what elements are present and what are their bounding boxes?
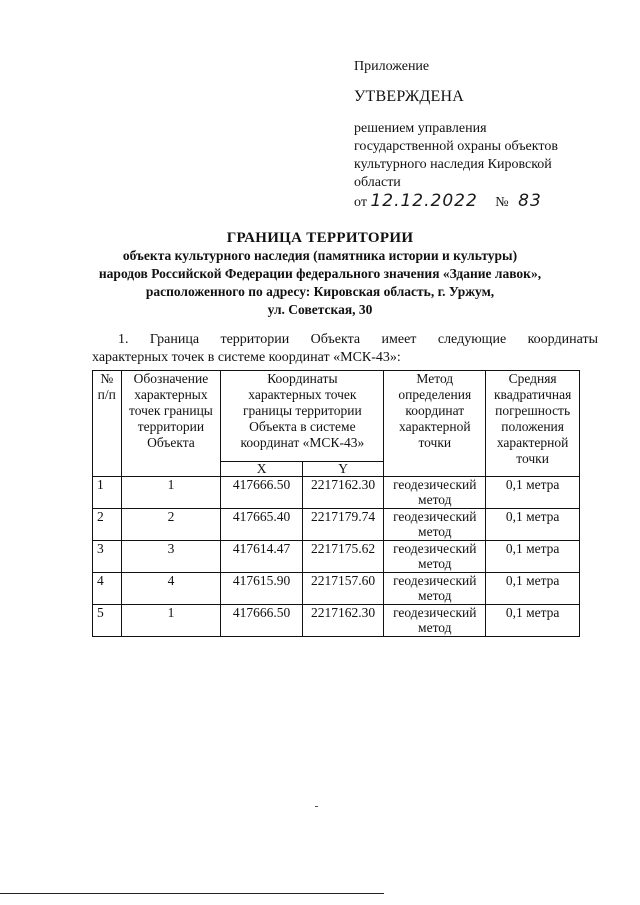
cell-point: 3 bbox=[121, 541, 221, 573]
cell-num: 4 bbox=[93, 573, 122, 605]
title-main: ГРАНИЦА ТЕРРИТОРИИ bbox=[226, 230, 414, 246]
table-row bbox=[93, 477, 580, 509]
header-coords bbox=[221, 371, 384, 462]
method-line: геодезический bbox=[393, 573, 477, 588]
header-line: характерных точек bbox=[248, 387, 357, 402]
cell-num: 1 bbox=[93, 477, 122, 509]
header-line: Объекта в системе bbox=[249, 419, 356, 434]
table-row bbox=[93, 541, 580, 573]
header-line: координат bbox=[405, 403, 465, 418]
header-x: X bbox=[221, 462, 303, 477]
header-line: координат «МСК-43» bbox=[240, 435, 365, 450]
cell-error: 0,1 метра bbox=[486, 541, 580, 573]
intro-word: 1. bbox=[118, 332, 129, 347]
cell-error: 0,1 метра bbox=[486, 573, 580, 605]
header-line: точки bbox=[418, 435, 452, 450]
intro-word: Объекта bbox=[310, 332, 361, 347]
method-line: геодезический bbox=[393, 477, 477, 492]
footer-rule bbox=[0, 893, 384, 894]
intro-paragraph bbox=[92, 331, 598, 367]
method-line: геодезический bbox=[393, 605, 477, 620]
cell-num: 3 bbox=[93, 541, 122, 573]
header-line: характерной bbox=[399, 419, 471, 434]
scan-mark bbox=[315, 806, 318, 807]
intro-word: территории bbox=[220, 332, 290, 347]
decree-line-4: области bbox=[354, 175, 401, 190]
title-sub-3: расположенного по адресу: Кировская область, г. Уржум, bbox=[145, 284, 495, 299]
cell-method bbox=[384, 541, 486, 573]
header-line: п/п bbox=[97, 387, 116, 402]
cell-x: 417666.50 bbox=[221, 477, 303, 509]
method-line: метод bbox=[418, 524, 452, 539]
title-sub-4: ул. Советская, 30 bbox=[267, 302, 373, 317]
header-line: точек границы bbox=[129, 403, 213, 418]
intro-word: имеет bbox=[381, 332, 417, 347]
header-error bbox=[486, 371, 580, 477]
header-line: характерных bbox=[134, 387, 208, 402]
method-line: геодезический bbox=[393, 509, 477, 524]
method-line: метод bbox=[418, 620, 452, 635]
date-prefix: от bbox=[354, 195, 367, 210]
header-line: точки bbox=[516, 451, 549, 466]
cell-y: 2217157.60 bbox=[302, 573, 384, 605]
header-line: квадратичная bbox=[493, 387, 572, 402]
header-line: определения bbox=[398, 387, 472, 402]
document-title bbox=[0, 229, 640, 319]
number-label: № bbox=[495, 195, 509, 210]
header-line: Обозначение bbox=[133, 371, 209, 386]
cell-point: 2 bbox=[121, 509, 221, 541]
cell-num: 5 bbox=[93, 605, 122, 637]
header-line: границы территории bbox=[243, 403, 362, 418]
header-line: Координаты bbox=[267, 371, 338, 386]
cell-x: 417666.50 bbox=[221, 605, 303, 637]
header-line: Средняя bbox=[508, 371, 557, 386]
title-sub-2: народов Российской Федерации федерального значения «Здание лавок», bbox=[98, 266, 542, 281]
method-line: геодезический bbox=[393, 541, 477, 556]
cell-method bbox=[384, 573, 486, 605]
header-line: положения bbox=[501, 419, 564, 434]
decree-line-3: культурного наследия Кировской bbox=[354, 157, 552, 172]
approved-label: УТВЕРЖДЕНА bbox=[354, 88, 465, 105]
cell-point: 4 bbox=[121, 573, 221, 605]
cell-method bbox=[384, 605, 486, 637]
header-num bbox=[93, 371, 122, 477]
header-line: № bbox=[100, 371, 114, 386]
header-y: Y bbox=[302, 462, 384, 477]
intro-word: следующие bbox=[437, 332, 507, 347]
cell-error: 0,1 метра bbox=[486, 605, 580, 637]
header-point bbox=[121, 371, 221, 477]
intro-word: Граница bbox=[149, 332, 200, 347]
cell-y: 2217175.62 bbox=[302, 541, 384, 573]
cell-x: 417615.90 bbox=[221, 573, 303, 605]
intro-first-line bbox=[92, 331, 598, 349]
header-line: Метод bbox=[416, 371, 454, 386]
method-line: метод bbox=[418, 492, 452, 507]
cell-y: 2217162.30 bbox=[302, 477, 384, 509]
cell-method bbox=[384, 477, 486, 509]
header-line: характерной bbox=[496, 435, 569, 450]
handwritten-date: 12.12.2022 bbox=[370, 191, 478, 211]
cell-point: 1 bbox=[121, 477, 221, 509]
table-row bbox=[93, 605, 580, 637]
title-sub-1: объекта культурного наследия (памятника истории и культуры) bbox=[122, 248, 518, 263]
table-row bbox=[93, 573, 580, 605]
appendix-label: Приложение bbox=[354, 59, 430, 74]
intro-word: координаты bbox=[527, 332, 598, 347]
header-line: погрешность bbox=[495, 403, 571, 418]
decree-date-line bbox=[354, 192, 624, 212]
method-line: метод bbox=[418, 556, 452, 571]
cell-error: 0,1 метра bbox=[486, 509, 580, 541]
approval-header bbox=[354, 58, 624, 212]
cell-num: 2 bbox=[93, 509, 122, 541]
cell-x: 417665.40 bbox=[221, 509, 303, 541]
table-row bbox=[93, 509, 580, 541]
header-method bbox=[384, 371, 486, 477]
cell-y: 2217162.30 bbox=[302, 605, 384, 637]
intro-second-line: характерных точек в системе координат «МСК-43»: bbox=[92, 350, 401, 365]
cell-y: 2217179.74 bbox=[302, 509, 384, 541]
decree-line-2: государственной охраны объектов bbox=[354, 139, 558, 154]
cell-point: 1 bbox=[121, 605, 221, 637]
method-line: метод bbox=[418, 588, 452, 603]
header-line: территории bbox=[137, 419, 205, 434]
cell-method bbox=[384, 509, 486, 541]
cell-x: 417614.47 bbox=[221, 541, 303, 573]
handwritten-number: 83 bbox=[518, 191, 542, 211]
header-line: Объекта bbox=[147, 435, 195, 450]
coordinates-table bbox=[92, 370, 580, 637]
cell-error: 0,1 метра bbox=[486, 477, 580, 509]
decree-line-1: решением управления bbox=[354, 121, 487, 136]
